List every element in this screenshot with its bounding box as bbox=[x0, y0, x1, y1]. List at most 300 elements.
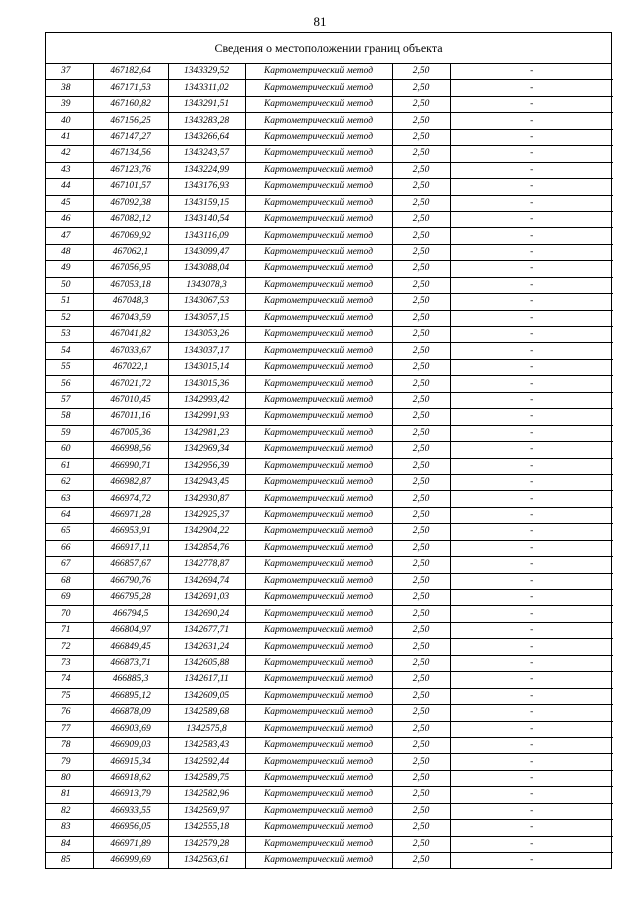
y-coordinate-cell: 1342854,76 bbox=[168, 540, 245, 556]
point-number-cell: 59 bbox=[46, 425, 93, 441]
accuracy-cell: 2,50 bbox=[392, 458, 450, 474]
y-coordinate-cell: 1342691,03 bbox=[168, 590, 245, 606]
method-cell: Картометрический метод bbox=[245, 622, 392, 638]
table-row bbox=[46, 573, 613, 589]
point-number-cell: 39 bbox=[46, 96, 93, 112]
method-cell: Картометрический метод bbox=[245, 195, 392, 211]
accuracy-cell: 2,50 bbox=[392, 573, 450, 589]
description-cell: - bbox=[450, 129, 613, 145]
point-number-cell: 42 bbox=[46, 146, 93, 162]
x-coordinate-cell: 467053,18 bbox=[93, 277, 168, 293]
coordinates-table-body bbox=[46, 64, 613, 868]
x-coordinate-cell: 467022,1 bbox=[93, 359, 168, 375]
y-coordinate-cell: 1343088,04 bbox=[168, 261, 245, 277]
point-number-cell: 85 bbox=[46, 853, 93, 869]
point-number-cell: 48 bbox=[46, 244, 93, 260]
method-cell: Картометрический метод bbox=[245, 655, 392, 671]
x-coordinate-cell: 466971,28 bbox=[93, 507, 168, 523]
description-cell: - bbox=[450, 195, 613, 211]
table-row bbox=[46, 458, 613, 474]
description-cell: - bbox=[450, 770, 613, 786]
accuracy-cell: 2,50 bbox=[392, 327, 450, 343]
table-row bbox=[46, 211, 613, 227]
x-coordinate-cell: 467147,27 bbox=[93, 129, 168, 145]
x-coordinate-cell: 466895,12 bbox=[93, 688, 168, 704]
method-cell: Картометрический метод bbox=[245, 277, 392, 293]
table-row bbox=[46, 705, 613, 721]
y-coordinate-cell: 1342930,87 bbox=[168, 491, 245, 507]
point-number-cell: 79 bbox=[46, 754, 93, 770]
point-number-cell: 37 bbox=[46, 64, 93, 80]
point-number-cell: 66 bbox=[46, 540, 93, 556]
point-number-cell: 54 bbox=[46, 343, 93, 359]
accuracy-cell: 2,50 bbox=[392, 442, 450, 458]
point-number-cell: 57 bbox=[46, 392, 93, 408]
x-coordinate-cell: 466917,11 bbox=[93, 540, 168, 556]
point-number-cell: 68 bbox=[46, 573, 93, 589]
table-row bbox=[46, 294, 613, 310]
table-row bbox=[46, 113, 613, 129]
method-cell: Картометрический метод bbox=[245, 327, 392, 343]
method-cell: Картометрический метод bbox=[245, 376, 392, 392]
method-cell: Картометрический метод bbox=[245, 573, 392, 589]
y-coordinate-cell: 1343015,36 bbox=[168, 376, 245, 392]
y-coordinate-cell: 1342617,11 bbox=[168, 672, 245, 688]
y-coordinate-cell: 1343311,02 bbox=[168, 80, 245, 96]
point-number-cell: 47 bbox=[46, 228, 93, 244]
point-number-cell: 71 bbox=[46, 622, 93, 638]
description-cell: - bbox=[450, 754, 613, 770]
method-cell: Картометрический метод bbox=[245, 474, 392, 490]
point-number-cell: 43 bbox=[46, 162, 93, 178]
table-row bbox=[46, 491, 613, 507]
description-cell: - bbox=[450, 688, 613, 704]
method-cell: Картометрический метод bbox=[245, 491, 392, 507]
table-row bbox=[46, 721, 613, 737]
x-coordinate-cell: 466795,28 bbox=[93, 590, 168, 606]
method-cell: Картометрический метод bbox=[245, 294, 392, 310]
accuracy-cell: 2,50 bbox=[392, 754, 450, 770]
description-cell: - bbox=[450, 96, 613, 112]
table-row bbox=[46, 557, 613, 573]
point-number-cell: 49 bbox=[46, 261, 93, 277]
accuracy-cell: 2,50 bbox=[392, 770, 450, 786]
description-cell: - bbox=[450, 442, 613, 458]
y-coordinate-cell: 1342956,39 bbox=[168, 458, 245, 474]
x-coordinate-cell: 467134,56 bbox=[93, 146, 168, 162]
y-coordinate-cell: 1343283,28 bbox=[168, 113, 245, 129]
point-number-cell: 77 bbox=[46, 721, 93, 737]
y-coordinate-cell: 1342981,23 bbox=[168, 425, 245, 441]
y-coordinate-cell: 1343224,99 bbox=[168, 162, 245, 178]
y-coordinate-cell: 1342589,68 bbox=[168, 705, 245, 721]
method-cell: Картометрический метод bbox=[245, 672, 392, 688]
accuracy-cell: 2,50 bbox=[392, 590, 450, 606]
y-coordinate-cell: 1343176,93 bbox=[168, 179, 245, 195]
x-coordinate-cell: 467101,57 bbox=[93, 179, 168, 195]
y-coordinate-cell: 1342582,96 bbox=[168, 787, 245, 803]
x-coordinate-cell: 467123,76 bbox=[93, 162, 168, 178]
y-coordinate-cell: 1343015,14 bbox=[168, 359, 245, 375]
point-number-cell: 82 bbox=[46, 803, 93, 819]
accuracy-cell: 2,50 bbox=[392, 491, 450, 507]
table-row bbox=[46, 129, 613, 145]
table-row bbox=[46, 442, 613, 458]
description-cell: - bbox=[450, 639, 613, 655]
method-cell: Картометрический метод bbox=[245, 803, 392, 819]
table-row bbox=[46, 524, 613, 540]
point-number-cell: 61 bbox=[46, 458, 93, 474]
y-coordinate-cell: 1342605,88 bbox=[168, 655, 245, 671]
method-cell: Картометрический метод bbox=[245, 787, 392, 803]
table-row bbox=[46, 672, 613, 688]
accuracy-cell: 2,50 bbox=[392, 261, 450, 277]
accuracy-cell: 2,50 bbox=[392, 639, 450, 655]
accuracy-cell: 2,50 bbox=[392, 129, 450, 145]
table-row bbox=[46, 261, 613, 277]
x-coordinate-cell: 467048,3 bbox=[93, 294, 168, 310]
accuracy-cell: 2,50 bbox=[392, 409, 450, 425]
x-coordinate-cell: 466885,3 bbox=[93, 672, 168, 688]
point-number-cell: 50 bbox=[46, 277, 93, 293]
y-coordinate-cell: 1342609,05 bbox=[168, 688, 245, 704]
point-number-cell: 70 bbox=[46, 606, 93, 622]
y-coordinate-cell: 1343037,17 bbox=[168, 343, 245, 359]
x-coordinate-cell: 466913,79 bbox=[93, 787, 168, 803]
accuracy-cell: 2,50 bbox=[392, 524, 450, 540]
accuracy-cell: 2,50 bbox=[392, 787, 450, 803]
point-number-cell: 75 bbox=[46, 688, 93, 704]
accuracy-cell: 2,50 bbox=[392, 507, 450, 523]
table-row bbox=[46, 392, 613, 408]
table-row bbox=[46, 343, 613, 359]
method-cell: Картометрический метод bbox=[245, 590, 392, 606]
table-row bbox=[46, 540, 613, 556]
table-row bbox=[46, 359, 613, 375]
table-row bbox=[46, 80, 613, 96]
method-cell: Картометрический метод bbox=[245, 705, 392, 721]
x-coordinate-cell: 467156,25 bbox=[93, 113, 168, 129]
accuracy-cell: 2,50 bbox=[392, 244, 450, 260]
description-cell: - bbox=[450, 721, 613, 737]
point-number-cell: 72 bbox=[46, 639, 93, 655]
x-coordinate-cell: 466909,03 bbox=[93, 737, 168, 753]
accuracy-cell: 2,50 bbox=[392, 557, 450, 573]
description-cell: - bbox=[450, 672, 613, 688]
description-cell: - bbox=[530, 855, 534, 866]
x-coordinate-cell: 467062,1 bbox=[93, 244, 168, 260]
table-row bbox=[46, 64, 613, 80]
description-cell: - bbox=[450, 803, 613, 819]
accuracy-cell: 2,50 bbox=[392, 655, 450, 671]
accuracy-cell: 2,50 bbox=[392, 820, 450, 836]
description-cell: - bbox=[450, 458, 613, 474]
table-row bbox=[46, 310, 613, 326]
point-number-cell: 60 bbox=[46, 442, 93, 458]
point-number-cell: 52 bbox=[46, 310, 93, 326]
method-cell: Картометрический метод bbox=[245, 343, 392, 359]
point-number-cell: 45 bbox=[46, 195, 93, 211]
method-cell: Картометрический метод bbox=[245, 244, 392, 260]
description-cell: - bbox=[450, 211, 613, 227]
method-cell: Картометрический метод bbox=[245, 507, 392, 523]
x-coordinate-cell: 466790,76 bbox=[93, 573, 168, 589]
method-cell: Картометрический метод bbox=[245, 820, 392, 836]
y-coordinate-cell: 1343057,15 bbox=[168, 310, 245, 326]
description-cell: - bbox=[450, 179, 613, 195]
point-number-cell: 63 bbox=[46, 491, 93, 507]
accuracy-cell: 2,50 bbox=[392, 310, 450, 326]
description-cell: - bbox=[450, 507, 613, 523]
table-row bbox=[46, 606, 613, 622]
accuracy-cell: 2,50 bbox=[392, 737, 450, 753]
method-cell: Картометрический метод bbox=[245, 721, 392, 737]
y-coordinate-cell: 1343116,09 bbox=[168, 228, 245, 244]
description-cell: - bbox=[450, 474, 613, 490]
description-cell: - bbox=[450, 606, 613, 622]
point-number-cell: 64 bbox=[46, 507, 93, 523]
x-coordinate-cell: 467010,45 bbox=[93, 392, 168, 408]
x-coordinate-cell: 467171,53 bbox=[93, 80, 168, 96]
method-cell: Картометрический метод bbox=[245, 80, 392, 96]
x-coordinate-cell: 466974,72 bbox=[93, 491, 168, 507]
x-coordinate-cell: 466918,62 bbox=[93, 770, 168, 786]
point-number-cell: 67 bbox=[46, 557, 93, 573]
accuracy-cell: 2,50 bbox=[392, 113, 450, 129]
y-coordinate-cell: 1343243,57 bbox=[168, 146, 245, 162]
y-coordinate-cell: 1343067,53 bbox=[168, 294, 245, 310]
x-coordinate-cell: 466794,5 bbox=[93, 606, 168, 622]
description-cell: - bbox=[450, 409, 613, 425]
point-number-cell: 62 bbox=[46, 474, 93, 490]
table-row bbox=[46, 228, 613, 244]
y-coordinate-cell: 1343266,64 bbox=[168, 129, 245, 145]
x-coordinate-cell: 466857,67 bbox=[93, 557, 168, 573]
description-cell: - bbox=[450, 491, 613, 507]
accuracy-cell: 2,50 bbox=[392, 425, 450, 441]
point-number-cell: 74 bbox=[46, 672, 93, 688]
x-coordinate-cell: 467043,59 bbox=[93, 310, 168, 326]
y-coordinate-cell: 1343329,52 bbox=[168, 64, 245, 80]
table-row bbox=[46, 96, 613, 112]
method-cell: Картометрический метод bbox=[245, 606, 392, 622]
x-coordinate-cell: 467160,82 bbox=[93, 96, 168, 112]
point-number-cell: 40 bbox=[46, 113, 93, 129]
description-cell: - bbox=[450, 573, 613, 589]
method-cell: Картометрический метод bbox=[245, 129, 392, 145]
accuracy-cell: 2,50 bbox=[392, 474, 450, 490]
table-title: Сведения о местоположении границ объекта bbox=[46, 33, 611, 64]
x-coordinate-cell: 466998,56 bbox=[93, 442, 168, 458]
y-coordinate-cell: 1342943,45 bbox=[168, 474, 245, 490]
y-coordinate-cell: 1342555,18 bbox=[168, 820, 245, 836]
point-number-cell: 80 bbox=[46, 770, 93, 786]
y-coordinate-cell: 1342563,61 bbox=[168, 853, 245, 869]
accuracy-cell: 2,50 bbox=[392, 96, 450, 112]
y-coordinate-cell: 1343291,51 bbox=[168, 96, 245, 112]
method-cell: Картометрический метод bbox=[245, 425, 392, 441]
point-number-cell: 55 bbox=[46, 359, 93, 375]
description-cell: - bbox=[450, 705, 613, 721]
x-coordinate-cell: 466953,91 bbox=[93, 524, 168, 540]
accuracy-cell: 2,50 bbox=[392, 228, 450, 244]
y-coordinate-cell: 1343140,54 bbox=[168, 211, 245, 227]
table-row bbox=[46, 787, 613, 803]
description-cell: - bbox=[450, 310, 613, 326]
accuracy-cell: 2,50 bbox=[392, 606, 450, 622]
point-number-cell: 81 bbox=[46, 787, 93, 803]
coordinates-table bbox=[46, 64, 613, 868]
accuracy-cell: 2,50 bbox=[392, 721, 450, 737]
accuracy-cell: 2,50 bbox=[392, 376, 450, 392]
x-coordinate-cell: 467005,36 bbox=[93, 425, 168, 441]
description-cell: - bbox=[450, 737, 613, 753]
table-row bbox=[46, 507, 613, 523]
method-cell: Картометрический метод bbox=[245, 96, 392, 112]
point-number-cell: 76 bbox=[46, 705, 93, 721]
accuracy-cell: 2,50 bbox=[392, 672, 450, 688]
accuracy-cell: 2,50 bbox=[392, 80, 450, 96]
x-coordinate-cell: 467011,16 bbox=[93, 409, 168, 425]
x-coordinate-cell: 466873,71 bbox=[93, 655, 168, 671]
accuracy-cell: 2,50 bbox=[392, 688, 450, 704]
y-coordinate-cell: 1342575,8 bbox=[168, 721, 245, 737]
x-coordinate-cell: 467041,82 bbox=[93, 327, 168, 343]
y-coordinate-cell: 1342569,97 bbox=[168, 803, 245, 819]
x-coordinate-cell: 467056,95 bbox=[93, 261, 168, 277]
description-cell: - bbox=[450, 162, 613, 178]
y-coordinate-cell: 1342904,22 bbox=[168, 524, 245, 540]
y-coordinate-cell: 1342631,24 bbox=[168, 639, 245, 655]
description-cell: - bbox=[450, 80, 613, 96]
point-number-cell: 56 bbox=[46, 376, 93, 392]
x-coordinate-cell: 466933,55 bbox=[93, 803, 168, 819]
method-cell: Картометрический метод bbox=[245, 442, 392, 458]
table-row bbox=[46, 639, 613, 655]
accuracy-cell: 2,50 bbox=[392, 853, 450, 869]
method-cell: Картометрический метод bbox=[245, 179, 392, 195]
description-cell: - bbox=[450, 113, 613, 129]
table-row bbox=[46, 655, 613, 671]
y-coordinate-cell: 1342993,42 bbox=[168, 392, 245, 408]
table-row bbox=[46, 820, 613, 836]
table-row bbox=[46, 853, 613, 869]
table-row bbox=[46, 409, 613, 425]
method-cell: Картометрический метод bbox=[245, 770, 392, 786]
table-row bbox=[46, 376, 613, 392]
point-number-cell: 69 bbox=[46, 590, 93, 606]
table-row bbox=[46, 754, 613, 770]
accuracy-cell: 2,50 bbox=[392, 705, 450, 721]
description-cell: - bbox=[450, 622, 613, 638]
method-cell: Картометрический метод bbox=[245, 64, 392, 80]
description-cell: - bbox=[450, 590, 613, 606]
accuracy-cell: 2,50 bbox=[392, 540, 450, 556]
description-cell: - bbox=[450, 244, 613, 260]
table-row bbox=[46, 425, 613, 441]
method-cell: Картометрический метод bbox=[245, 458, 392, 474]
x-coordinate-cell: 466804,97 bbox=[93, 622, 168, 638]
table-row bbox=[46, 836, 613, 852]
description-cell: - bbox=[450, 261, 613, 277]
x-coordinate-cell: 466999,69 bbox=[93, 853, 168, 869]
method-cell: Картометрический метод bbox=[245, 754, 392, 770]
method-cell: Картометрический метод bbox=[245, 557, 392, 573]
point-number-cell: 65 bbox=[46, 524, 93, 540]
point-number-cell: 84 bbox=[46, 836, 93, 852]
x-coordinate-cell: 467092,38 bbox=[93, 195, 168, 211]
table-row bbox=[46, 688, 613, 704]
method-cell: Картометрический метод bbox=[245, 639, 392, 655]
accuracy-cell: 2,50 bbox=[392, 392, 450, 408]
table-row bbox=[46, 327, 613, 343]
y-coordinate-cell: 1342592,44 bbox=[168, 754, 245, 770]
x-coordinate-cell: 467082,12 bbox=[93, 211, 168, 227]
accuracy-cell: 2,50 bbox=[392, 294, 450, 310]
description-cell: - bbox=[450, 425, 613, 441]
description-cell: - bbox=[450, 146, 613, 162]
table-row bbox=[46, 590, 613, 606]
point-number-cell: 44 bbox=[46, 179, 93, 195]
description-cell: - bbox=[450, 294, 613, 310]
method-cell: Картометрический метод bbox=[245, 524, 392, 540]
x-coordinate-cell: 467069,92 bbox=[93, 228, 168, 244]
x-coordinate-cell: 467182,64 bbox=[93, 64, 168, 80]
table-row bbox=[46, 770, 613, 786]
accuracy-cell: 2,50 bbox=[392, 359, 450, 375]
description-cell: - bbox=[450, 343, 613, 359]
table-row bbox=[46, 277, 613, 293]
x-coordinate-cell: 466849,45 bbox=[93, 639, 168, 655]
x-coordinate-cell: 467021,72 bbox=[93, 376, 168, 392]
method-cell: Картометрический метод bbox=[245, 146, 392, 162]
method-cell: Картометрический метод bbox=[245, 211, 392, 227]
y-coordinate-cell: 1342778,87 bbox=[168, 557, 245, 573]
description-cell: - bbox=[450, 787, 613, 803]
accuracy-cell: 2,50 bbox=[392, 211, 450, 227]
accuracy-cell: 2,50 bbox=[392, 343, 450, 359]
table-row bbox=[46, 244, 613, 260]
accuracy-cell: 2,50 bbox=[392, 277, 450, 293]
method-cell: Картометрический метод bbox=[245, 228, 392, 244]
y-coordinate-cell: 1342589,75 bbox=[168, 770, 245, 786]
accuracy-cell: 2,50 bbox=[392, 179, 450, 195]
y-coordinate-cell: 1342694,74 bbox=[168, 573, 245, 589]
x-coordinate-cell: 467033,67 bbox=[93, 343, 168, 359]
method-cell: Картометрический метод bbox=[245, 162, 392, 178]
description-cell: - bbox=[450, 359, 613, 375]
y-coordinate-cell: 1343159,15 bbox=[168, 195, 245, 211]
method-cell: Картометрический метод bbox=[245, 310, 392, 326]
boundary-coordinates-table bbox=[45, 32, 612, 869]
point-number-cell: 38 bbox=[46, 80, 93, 96]
point-number-cell: 51 bbox=[46, 294, 93, 310]
x-coordinate-cell: 466956,05 bbox=[93, 820, 168, 836]
y-coordinate-cell: 1342579,28 bbox=[168, 836, 245, 852]
x-coordinate-cell: 466990,71 bbox=[93, 458, 168, 474]
accuracy-cell: 2,50 bbox=[392, 622, 450, 638]
x-coordinate-cell: 466878,09 bbox=[93, 705, 168, 721]
accuracy-cell: 2,50 bbox=[392, 195, 450, 211]
table-row bbox=[46, 737, 613, 753]
y-coordinate-cell: 1342583,43 bbox=[168, 737, 245, 753]
accuracy-cell: 2,50 bbox=[392, 836, 450, 852]
method-cell: Картометрический метод bbox=[245, 261, 392, 277]
x-coordinate-cell: 466971,89 bbox=[93, 836, 168, 852]
method-cell: Картометрический метод bbox=[245, 853, 392, 869]
description-cell: - bbox=[450, 327, 613, 343]
description-cell: - bbox=[450, 540, 613, 556]
